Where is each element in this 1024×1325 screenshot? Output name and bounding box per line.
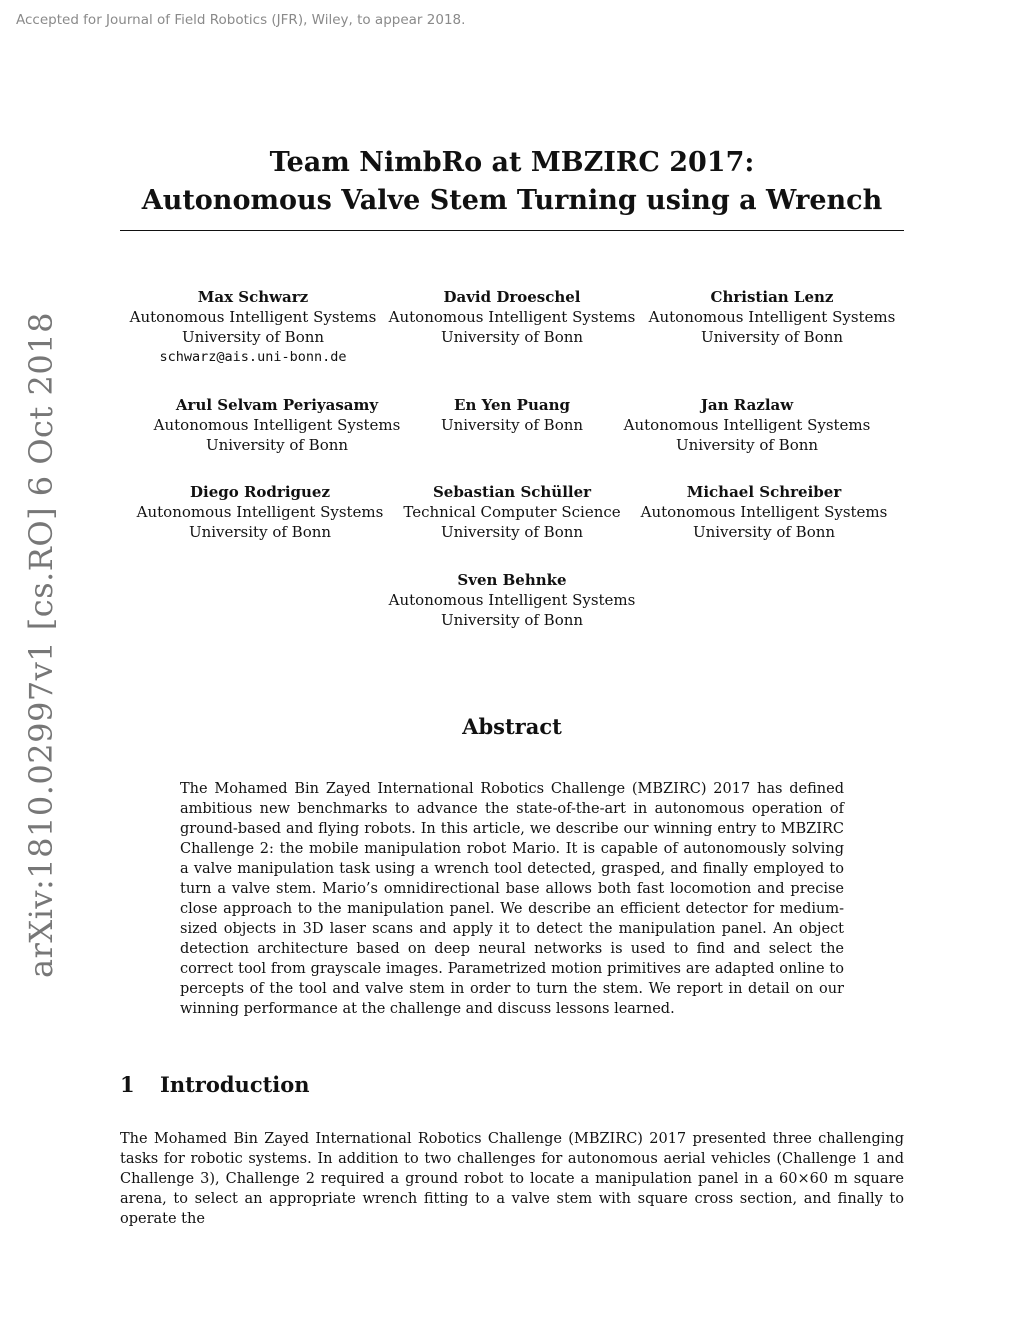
title-divider [120,230,904,231]
author-name: Jan Razlaw [700,396,794,414]
section-heading-introduction [120,1072,310,1097]
abstract-text: The Mohamed Bin Zayed International Robotics Challenge (MBZIRC) 2017 has defined ambitious new benchmarks to advance the state-of-the-art in autonomous operation of ground-based and flying robots. In this article, we describe our winning entry to MBZIRC Challenge 2: the mobile manipulation robot Mario. It is capable of autonomously solving a valve manipulation task using a wrench tool detected, grasped, and finally employed to turn a valve stem. Mario’s omnidirectional base allows both fast locomotion and precise close approach to the manipulation panel. We describe an efficient detector for medium-sized objects in 3D laser scans and apply it to detect the manipulation panel. An object detection architecture based on deep neural networks is used to find and select the correct tool from grayscale images. Parametrized motion primitives are adapted online to percepts of the tool and valve stem in order to turn the stem. We report in detail on our winning performance at the challenge and discuss lessons learned. [180,781,844,1017]
author-institution: University of Bonn [700,328,844,346]
author-name: David Droeschel [443,288,581,306]
author-block [154,395,401,455]
author-affiliation: Autonomous Intelligent Systems [136,503,384,521]
author-name: Diego Rodriguez [190,483,330,501]
author-name: Christian Lenz [710,288,834,306]
author-affiliation: Autonomous Intelligent Systems [388,308,636,326]
author-block [403,482,620,542]
introduction-text: The Mohamed Bin Zayed International Robotics Challenge (MBZIRC) 2017 presented three challenging tasks for robotic systems. In addition to two challenges for autonomous aerial vehicles (Challenge 1 and Challenge 3), Challenge 2 required a ground robot to locate a manipulation panel in a 60×60 m square arena, to select an appropriate wrench fitting to a valve stem with square cross section, and finally to operate the [120,1131,904,1227]
author-block [441,395,583,435]
author-affiliation: Technical Computer Science [403,503,621,521]
abstract-heading: Abstract [462,714,562,739]
author-affiliation: Autonomous Intelligent Systems [623,416,871,434]
author-block [137,482,384,542]
title-line-1: Team NimbRo at MBZIRC 2017: [269,147,755,178]
section-number: 1 [120,1072,135,1097]
author-affiliation: Autonomous Intelligent Systems [388,591,636,609]
author-affiliation: Autonomous Intelligent Systems [640,503,888,521]
author-block [641,482,888,542]
arxiv-identifier: arXiv:1810.02997v1 [cs.RO] 6 Oct 2018 [22,312,60,978]
author-block [130,287,377,367]
author-institution: University of Bonn [692,523,836,541]
author-institution: University of Bonn [440,416,584,434]
author-institution: University of Bonn [675,436,819,454]
title-line-2: Autonomous Valve Stem Turning using a Wrench [141,185,883,216]
author-block [624,395,871,455]
section-title: Introduction [160,1072,310,1097]
author-institution: University of Bonn [440,611,584,629]
paper-title [120,144,904,220]
author-institution: University of Bonn [440,328,584,346]
author-affiliation: Autonomous Intelligent Systems [129,308,377,326]
journal-note: Accepted for Journal of Field Robotics (JFR), Wiley, to appear 2018. [16,12,466,28]
author-affiliation: Autonomous Intelligent Systems [648,308,896,326]
author-affiliation: Autonomous Intelligent Systems [153,416,401,434]
author-name: Michael Schreiber [686,483,842,501]
author-name: Arul Selvam Periyasamy [175,396,379,414]
author-email[interactable]: schwarz@ais.uni-bonn.de [159,349,347,365]
author-institution: University of Bonn [181,328,325,346]
author-name: Sven Behnke [457,571,567,589]
author-block [649,287,896,347]
author-name: Max Schwarz [197,288,309,306]
author-block [389,287,636,347]
author-name: En Yen Puang [454,396,570,414]
author-block [389,570,636,630]
author-institution: University of Bonn [188,523,332,541]
author-institution: University of Bonn [440,523,584,541]
author-institution: University of Bonn [205,436,349,454]
author-name: Sebastian Schüller [432,483,592,501]
